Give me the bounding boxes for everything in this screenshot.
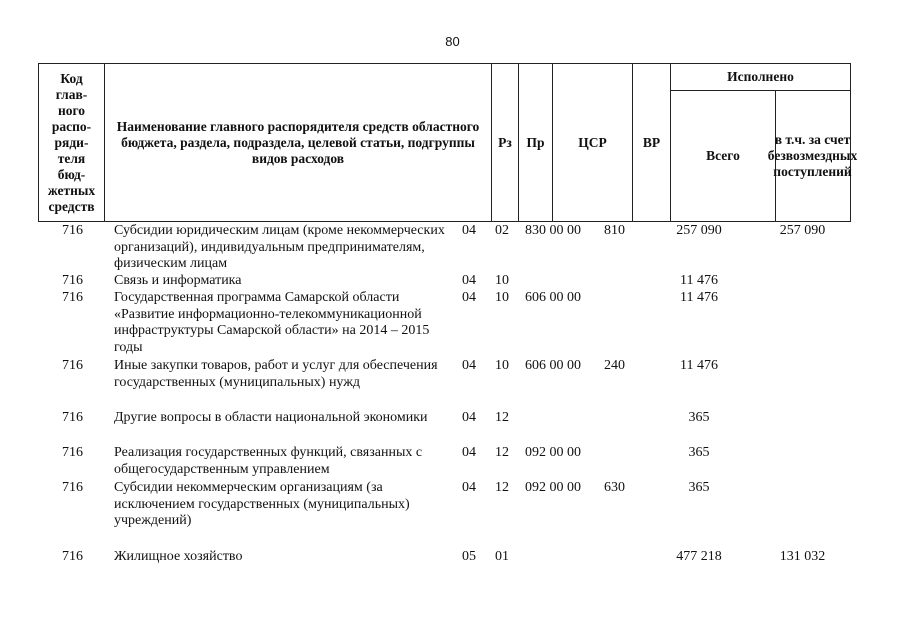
row-total: 11 476 bbox=[680, 273, 718, 288]
header-executed-group bbox=[671, 64, 858, 221]
row-vr: 630 bbox=[604, 480, 625, 495]
header-executed: Исполнено bbox=[671, 64, 850, 91]
row-free: 257 090 bbox=[779, 223, 826, 238]
header-code bbox=[39, 64, 105, 221]
row-csr: 092 00 00 bbox=[525, 445, 581, 460]
row-total: 11 476 bbox=[680, 290, 718, 305]
row-name: Иные закупки товаров, работ и услуг для обеспечения государственных (муниципальных) нужд bbox=[114, 358, 438, 390]
row-csr: 606 00 00 bbox=[525, 358, 581, 373]
header-pr bbox=[519, 64, 553, 221]
row-name: Другие вопросы в области национальной экономики bbox=[114, 410, 428, 425]
row-rz: 04 bbox=[462, 290, 476, 305]
row-csr: 092 00 00 bbox=[525, 480, 581, 495]
header-csr bbox=[553, 64, 633, 221]
row-name: Субсидии юридическим лицам (кроме некоммерческих организаций), индивидуальным предпринимателям, физическим лицам bbox=[114, 223, 445, 271]
row-name: Жилищное хозяйство bbox=[114, 549, 243, 564]
row-vr: 240 bbox=[604, 358, 625, 373]
row-code: 716 bbox=[62, 358, 83, 373]
row-rz: 04 bbox=[462, 358, 476, 373]
row-total: 365 bbox=[688, 445, 710, 460]
row-total: 365 bbox=[688, 410, 710, 425]
table-header bbox=[38, 63, 858, 222]
row-pr: 02 bbox=[495, 223, 509, 238]
header-vr bbox=[633, 64, 671, 221]
row-total: 11 476 bbox=[680, 358, 718, 373]
row-code: 716 bbox=[62, 410, 83, 425]
row-pr: 10 bbox=[495, 358, 509, 373]
row-rz: 04 bbox=[462, 445, 476, 460]
row-code: 716 bbox=[62, 445, 83, 460]
header-free bbox=[767, 90, 858, 221]
row-rz: 04 bbox=[462, 273, 476, 288]
header-name bbox=[105, 64, 492, 221]
row-code: 716 bbox=[62, 480, 83, 495]
row-name: Государственная программа Самарской области «Развитие информационно-телекоммуникационной инфраструктуры Самарской области» на 2014 – 2015 годы bbox=[114, 290, 430, 355]
row-code: 716 bbox=[62, 223, 83, 238]
row-total: 477 218 bbox=[676, 549, 722, 564]
header-code-label: Код глав-ного распо-ряди-теля бюд-жетных средств bbox=[47, 70, 96, 214]
row-name: Реализация государственных функций, связанных с общегосударственным управлением bbox=[114, 445, 423, 477]
row-code: 716 bbox=[62, 549, 83, 564]
row-pr: 12 bbox=[495, 410, 509, 425]
row-name: Связь и информатика bbox=[114, 273, 242, 288]
row-code: 716 bbox=[62, 290, 83, 305]
row-csr: 830 00 00 bbox=[525, 223, 581, 238]
header-total: Всего bbox=[671, 90, 776, 221]
row-rz: 04 bbox=[462, 410, 476, 425]
row-rz: 04 bbox=[462, 223, 476, 238]
header-free-label: в т.ч. за счет безвозмездных поступлений bbox=[767, 131, 858, 179]
row-vr: 810 bbox=[604, 223, 625, 238]
header-csr-label: ЦСР bbox=[578, 134, 607, 150]
row-pr: 10 bbox=[495, 290, 509, 305]
row-name: Субсидии некоммерческим организациям (за исключением государственных (муниципальных) учреждений) bbox=[114, 480, 410, 528]
header-name-label: Наименование главного распорядителя средств областного бюджета, раздела, подраздела, целевой статьи, подгруппы видов расходов bbox=[116, 118, 480, 166]
header-rz-label: Рз bbox=[498, 134, 512, 150]
row-pr: 10 bbox=[495, 273, 509, 288]
page-number: 80 bbox=[445, 34, 460, 49]
row-code: 716 bbox=[62, 273, 83, 288]
row-total: 257 090 bbox=[676, 223, 722, 238]
row-rz: 05 bbox=[462, 549, 476, 564]
row-free: 131 032 bbox=[779, 549, 826, 564]
header-rz bbox=[492, 64, 519, 221]
header-vr-label: ВР bbox=[642, 134, 661, 150]
row-pr: 12 bbox=[495, 480, 509, 495]
row-rz: 04 bbox=[462, 480, 476, 495]
row-total: 365 bbox=[688, 480, 710, 495]
row-pr: 12 bbox=[495, 445, 509, 460]
row-pr: 01 bbox=[495, 549, 509, 564]
row-csr: 606 00 00 bbox=[525, 290, 581, 305]
header-pr-label: Пр bbox=[526, 134, 545, 150]
